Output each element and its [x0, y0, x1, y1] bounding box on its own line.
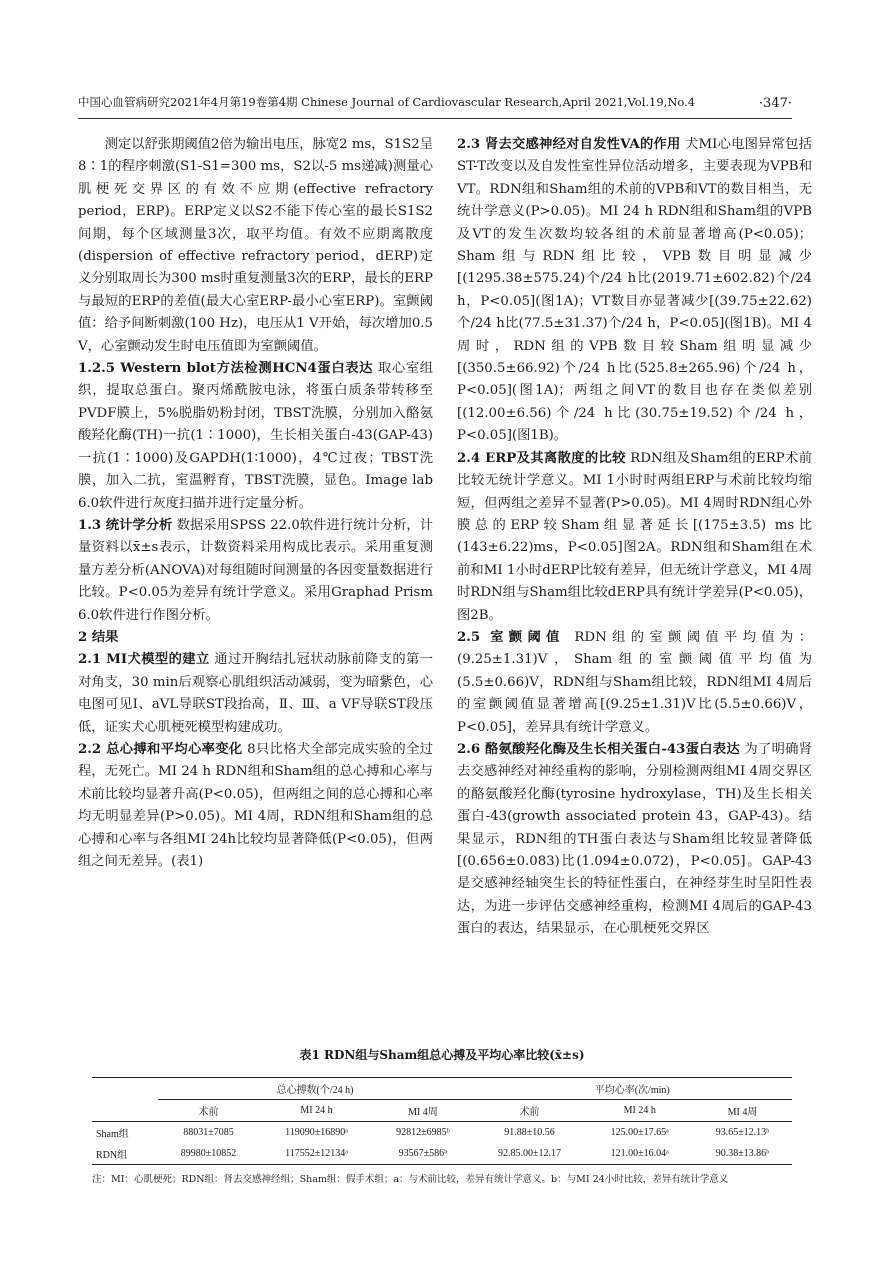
running-header — [78, 94, 792, 114]
table-1 — [92, 1046, 792, 1185]
data-table — [92, 1077, 792, 1165]
table-cell: 90.38±13.86ᵇ — [693, 1143, 792, 1165]
table-cell: 93567±586ᵇ — [373, 1143, 472, 1165]
right-column — [457, 134, 812, 941]
paragraph-text: RDN组的室颤阈值平均值为：(9.25±1.31)V，Sham组的室颤阈值平均值为(5.5±0.66)V，RDN组与Sham组比较，RDN组MI 4周后的室颤阈值显著增高[(9.25±1.31)V比(5.5±0.66)V，P<0.05]，差异具有统计学意义。 — [457, 629, 812, 735]
journal-citation: 中国心血管病研究2021年4月第19卷第4期 Chinese Journal of Cardiovascular Research,April 2021,Vol.19,No.4 — [78, 95, 696, 109]
column-header: 术前 — [472, 1100, 586, 1122]
section-heading: 2.1 MI犬模型的建立 — [78, 652, 210, 668]
paragraph-text: 8只比格犬全部完成实验的全过程，无死亡。MI 24 h RDN组和Sham组的总心搏和心率与术前比较均显著升高(P<0.05)，但两组之间的总心搏和心率均无明显差异(P>0.05)。MI 4周，RDN组和Sham组的总心搏和心率与各组MI 24h比较均显著降低(P<0.05)，但两组之间无差异。(表1) — [78, 741, 434, 869]
paragraph — [78, 649, 433, 739]
paragraph-text: RDN组及Sham组的ERP术前比较无统计学意义。MI 1小时时两组ERP与术前比较均缩短，但两组之差异不显著(P>0.05)。MI 4周时RDN组心外膜总的ERP较Sham组显著延长[(175±3.5) ms比(143±6.22)ms，P<0.05]图2A。RDN组和Sham组在术前和MI 1小时dERP比较有差异，但无统计学意义，MI 4周时RDN组与Sham组比较dERP具有统计学差异(P<0.05)，图2B。 — [457, 450, 812, 623]
table-cell: 125.00±17.65ᵃ — [610, 1127, 669, 1138]
column-header: MI 4周 — [373, 1100, 472, 1122]
table-title: 表1 RDN组与Sham组总心搏及平均心率比较(x̄±s) — [299, 1048, 585, 1062]
column-header: MI 24 h — [587, 1100, 693, 1122]
paragraph-text: 测定以舒张期阈值2倍为输出电压，脉宽2 ms，S1S2呈8∶1的程序刺激(S1-S1=300 ms，S2以-5 ms递减)测量心肌梗死交界区的有效不应期(effective refractory period，ERP)。ERP定义以S2不能下传心室的最长S1S2间期，每个区域测量3次，取平均值。有效不应期离散度(dispersion of effective refractory period，dERP)定义分别取周长为300 ms时重复测量3次的ERP，最长的ERP与最短的ERP的差值(最大心室ERP-最小心室ERP)。室颤阈值：给予间断刺激(100 Hz)，电压从1 V开始，每次增加0.5 V，心室颤动发生时电压值即为室颤阈值。 — [78, 137, 433, 354]
section-heading: 2.4 ERP及其离散度的比较 — [457, 450, 626, 466]
left-column — [78, 134, 433, 873]
table-row — [92, 1143, 792, 1165]
row-label: Sham组 — [96, 1129, 129, 1140]
group-header-heartrate: 平均心率(次/min) — [472, 1078, 792, 1100]
table-row — [92, 1122, 792, 1144]
section-heading: 2.2 总心搏和平均心率变化 — [78, 741, 243, 757]
paragraph — [457, 627, 812, 739]
table-cell: 119090±16890ᵃ — [285, 1127, 348, 1138]
table-note: 注：MI：心肌梗死；RDN组：肾去交感神经组；Sham组：假手术组；a：与术前比较，差异有统计学意义。b：与MI 24小时比较，差异有统计学意义 — [92, 1174, 729, 1185]
paragraph — [78, 515, 433, 627]
section-heading: 2.6 酪氨酸羟化酶及生长相关蛋白-43蛋白表达 — [457, 741, 740, 757]
table-cell: 117552±12134ᵃ — [260, 1143, 374, 1165]
group-header-heartbeats: 总心搏数(个/24 h) — [158, 1078, 473, 1100]
table-corner — [92, 1078, 158, 1100]
table-cell: 93.65±12.13ᵇ — [715, 1127, 770, 1138]
table-cell: 89980±10852 — [158, 1143, 260, 1165]
paragraph — [78, 134, 433, 358]
subheader-blank — [92, 1100, 158, 1122]
paragraph — [457, 739, 812, 941]
table-cell: 121.00±16.04ᵃ — [587, 1143, 693, 1165]
section-heading: 2.3 肾去交感神经对自发性VA的作用 — [457, 137, 681, 152]
section-heading: 1.2.5 Western blot方法检测HCN4蛋白表达 — [78, 361, 374, 377]
paragraph — [78, 739, 433, 873]
paragraph-text: 通过开胸结扎冠状动脉前降支的第一对角支，30 min后观察心肌组织活动减弱，变为暗紫色，心电图可见Ⅰ、aVL导联ST段抬高，Ⅱ、Ⅲ、a VF导联ST段压低，证实犬心肌梗死模型构建成功。 — [78, 652, 434, 735]
paragraph-text: 取心室组织，提取总蛋白。聚丙烯酰胺电泳，将蛋白质条带转移至PVDF膜上，5%脱脂奶粉封闭，TBST洗膜，分别加入酪氨酸羟化酶(TH)一抗(1∶1000)，生长相关蛋白-43(GAP-43)一抗(1∶1000)及GAPDH(1∶1000)，4℃过夜；TBST洗膜，加入二抗，室温孵育，TBST洗膜，显色。Image lab 6.0软件进行灰度扫描并进行定量分析。 — [78, 361, 433, 511]
section-heading: 2.5 室颤阈值 — [457, 629, 565, 645]
table-cell: 92812±6985ᵇ — [396, 1127, 450, 1138]
paragraph-text: 犬MI心电图异常包括ST-T改变以及自发性室性异位活动增多，主要表现为VPB和VT。RDN组和Sham组的术前的VPB和VT的数目相当，无统计学意义(P>0.05)。MI 24 h RDN组和Sham组的VPB及VT的发生次数均较各组的术前显著增高(P<0.05)；Sham组与RDN组比较，VPB数目明显减少[(1295.38±575.24)个/24 h比(2019.71±602.82)个/24 h，P<0.05](图1A)；VT数目亦显著减少[(39.75±22.62)个/24 h比(77.5±31.37)个/24 h，P<0.05](图1B)。MI 4周时，RDN组的VPB数目较Sham组明显减少[(350.5±66.92)个/24 h比(525.8±265.96)个/24 h，P<0.05](图1A)；两组之间VT的数目也存在类似差别[(12.00±6.56)个/24 h比(30.75±19.52)个/24 h，P<0.05](图1B)。 — [457, 137, 812, 444]
paragraph-text: 为了明确肾去交感神经对神经重构的影响，分别检测两组MI 4周交界区的酪氨酸羟化酶(tyrosine hydroxylase，TH)及生长相关蛋白-43(growth associated protein 43，GAP-43)。结果显示，RDN组的TH蛋白表达与Sham组比较显著降低[(0.656±0.083)比(1.094±0.072)，P<0.05]。GAP-43是交感神经轴突生长的特征性蛋白，在神经芽生时呈阳性表达，为进一步评估交感神经重构，检测MI 4周后的GAP-43蛋白的表达，结果显示，在心肌梗死交界区 — [457, 741, 812, 937]
page-number: ·347· — [758, 96, 792, 111]
paragraph — [78, 358, 433, 515]
section-heading: 2 结果 — [78, 629, 119, 645]
paragraph-text: 数据采用SPSS 22.0软件进行统计分析，计量资料以x̄±s表示，计数资料采用构成比表示。采用重复测量方差分析(ANOVA)对每组随时间测量的各因变量数据进行比较。P<0.05为差异有统计学意义。采用Graphad Prism 6.0软件进行作图分析。 — [78, 517, 433, 623]
paragraph — [457, 448, 812, 627]
section-heading: 1.3 统计学分析 — [78, 517, 173, 533]
paragraph — [457, 134, 812, 448]
column-header: MI 24 h — [260, 1100, 374, 1122]
subheader-row — [92, 1100, 792, 1122]
header-rule — [78, 118, 792, 119]
table-cell: 92.85.00±12.17 — [472, 1143, 586, 1165]
column-header: MI 4周 — [693, 1100, 792, 1122]
table-cell: 91.88±10.56 — [504, 1127, 555, 1138]
paragraph — [78, 627, 433, 649]
table-cell: 88031±7085 — [183, 1127, 234, 1138]
row-label: RDN组 — [92, 1143, 158, 1165]
column-header: 术前 — [158, 1100, 260, 1122]
